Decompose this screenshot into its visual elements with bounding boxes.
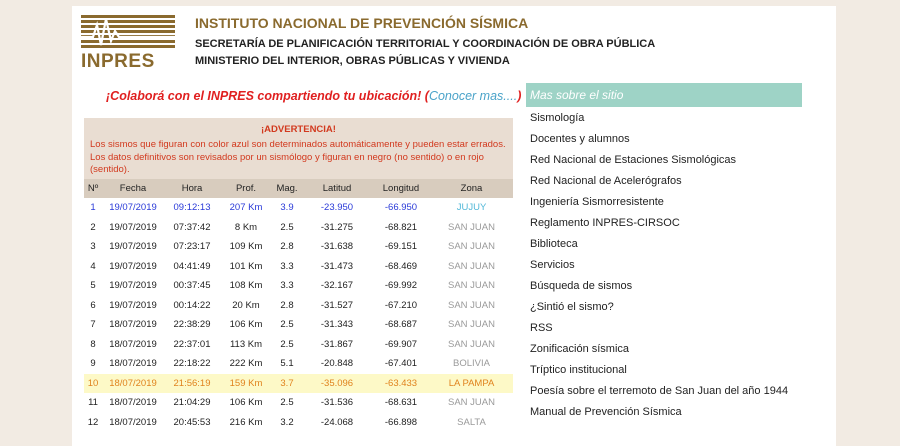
table-row[interactable] [84,354,513,374]
cell-lat: -35.096 [320,377,354,389]
cell-zona: SAN JUAN [448,221,495,233]
col-header-n: Nº [87,183,99,194]
cell-lon: -69.907 [384,338,418,350]
cell-hora: 21:56:19 [173,377,211,389]
table-row[interactable] [84,393,513,413]
sidebar-link[interactable]: Servicios [530,259,575,271]
cell-lon: -69.992 [384,280,418,292]
cell-zona: SAN JUAN [448,319,495,331]
cell-mag: 2.5 [280,221,294,233]
cell-lon: -69.151 [384,241,418,253]
cell-lat: -31.343 [320,319,354,331]
cell-mag: 3.3 [280,280,294,292]
cell-mag: 2.8 [280,241,294,253]
table-row[interactable] [84,315,513,335]
cell-mag: 2.5 [280,397,294,409]
table-row[interactable] [84,413,513,433]
cell-lat: -31.275 [320,221,354,233]
logo-text: INPRES [81,51,155,72]
cell-n: 4 [90,260,96,272]
cell-lon: -66.950 [384,202,418,214]
col-header-fecha: Fecha [119,183,147,194]
cell-n: 12 [87,416,99,428]
cell-hora: 07:23:17 [173,241,211,253]
warning-text: Los sismos que figuran con color azul son determinados automáticamente y pueden estar errados. Los datos definitivos son revisados por un sismólogo y figuran en negro (no sentido) o en rojo (sentido). [90,139,506,175]
cell-lat: -31.867 [320,338,354,350]
cell-mag: 2.5 [280,338,294,350]
quake-table-panel [84,118,513,432]
cell-lon: -68.469 [384,260,418,272]
cell-prof: 101 Km [229,260,263,272]
cell-hora: 20:45:53 [173,416,211,428]
sidebar-link[interactable]: Búsqueda de sismos [530,280,633,292]
cell-mag: 3.9 [280,202,294,214]
cell-zona: SALTA [457,416,486,428]
sidebar-link[interactable]: Sismología [530,112,585,124]
col-header-latitud: Latitud [322,183,352,194]
cell-lon: -67.401 [384,358,418,370]
cell-lat: -31.473 [320,260,354,272]
quake-table-body [84,198,513,432]
cell-lat: -20.848 [320,358,354,370]
cell-prof: 106 Km [229,319,263,331]
sidebar-link[interactable]: ¿Sintió el sismo? [530,301,614,313]
cell-fecha: 18/07/2019 [109,358,157,370]
cell-fecha: 19/07/2019 [109,280,157,292]
cell-mag: 3.7 [280,377,294,389]
inpres-logo[interactable] [81,15,175,72]
cell-prof: 222 Km [229,358,263,370]
cell-n: 8 [90,338,96,350]
cell-mag: 5.1 [280,358,294,370]
sidebar-heading: Mas sobre el sitio [526,83,802,107]
warning-box [84,118,513,179]
cell-lon: -66.898 [384,416,418,428]
cell-zona: SAN JUAN [448,397,495,409]
cell-zona: SAN JUAN [448,280,495,292]
promo-link[interactable]: Conocer mas.... [428,89,518,103]
promo-text: ¡Colaborá con el INPRES compartiendo tu ubicación! ( [106,89,429,103]
cell-zona: JUJUY [456,202,487,214]
quake-table [84,179,513,432]
cell-fecha: 19/07/2019 [109,299,157,311]
cell-lon: -63.433 [384,377,418,389]
sidebar-link[interactable]: Manual de Prevención Sísmica [530,406,682,418]
cell-fecha: 19/07/2019 [109,202,157,214]
cell-lon: -68.631 [384,397,418,409]
sidebar [526,83,802,423]
cell-lon: -67.210 [384,299,418,311]
site-subtitle-secretaria: SECRETARÍA DE PLANIFICACIÓN TERRITORIAL Y COORDINACIÓN DE OBRA PÚBLICA [195,38,656,50]
table-header-row [84,179,513,198]
cell-n: 1 [90,202,96,214]
cell-lat: -31.527 [320,299,354,311]
sidebar-link[interactable]: Reglamento INPRES-CIRSOC [530,217,680,229]
site-subtitle-ministerio: MINISTERIO DEL INTERIOR, OBRAS PÚBLICAS Y VIVIENDA [195,55,510,67]
table-row[interactable] [84,198,513,218]
cell-prof: 216 Km [229,416,263,428]
cell-fecha: 19/07/2019 [109,221,157,233]
cell-fecha: 18/07/2019 [109,416,157,428]
cell-hora: 22:38:29 [173,319,211,331]
sidebar-link[interactable]: Docentes y alumnos [530,133,630,145]
sidebar-link[interactable]: Ingeniería Sismorresistente [530,196,664,208]
cell-zona: SAN JUAN [448,338,495,350]
cell-mag: 2.8 [280,299,294,311]
table-row[interactable] [84,374,513,394]
logo-stripes-icon [81,15,175,49]
cell-n: 10 [87,377,99,389]
cell-fecha: 18/07/2019 [109,338,157,350]
cell-mag: 2.5 [280,319,294,331]
cell-prof: 106 Km [229,397,263,409]
cell-n: 11 [88,397,98,409]
cell-lon: -68.687 [384,319,418,331]
table-row[interactable] [84,296,513,316]
cell-hora: 04:41:49 [173,260,211,272]
sidebar-link[interactable]: Zonificación sísmica [530,343,630,355]
sidebar-link[interactable]: Biblioteca [530,238,578,250]
sidebar-link[interactable]: Red Nacional de Estaciones Sismológicas [530,154,737,166]
cell-lat: -23.950 [320,202,354,214]
cell-n: 9 [90,358,96,370]
col-header-hora: Hora [181,183,203,194]
cell-n: 2 [90,221,96,233]
table-row[interactable] [84,276,513,296]
cell-n: 5 [90,280,96,292]
cell-n: 3 [90,241,96,253]
cell-n: 7 [90,319,96,331]
cell-mag: 3.2 [280,416,294,428]
cell-lon: -68.821 [384,221,418,233]
cell-hora: 21:04:29 [173,397,211,409]
table-row[interactable] [84,257,513,277]
table-row[interactable] [84,218,513,238]
warning-title: ¡ADVERTENCIA! [261,124,336,135]
cell-lat: -31.638 [320,241,354,253]
cell-fecha: 18/07/2019 [109,319,157,331]
cell-prof: 20 Km [232,299,260,311]
table-row[interactable] [84,335,513,355]
cell-zona: SAN JUAN [448,241,495,253]
promo-close: ) [517,89,522,103]
col-header-mag: Mag. [276,183,298,194]
cell-prof: 8 Km [234,221,258,233]
sidebar-link[interactable]: Red Nacional de Acelerógrafos [530,175,682,187]
cell-fecha: 18/07/2019 [109,377,157,389]
col-header-zona: Zona [460,183,483,194]
cell-fecha: 19/07/2019 [109,260,157,272]
cell-prof: 109 Km [229,241,263,253]
cell-hora: 07:37:42 [173,221,211,233]
site-title: INSTITUTO NACIONAL DE PREVENCIÓN SÍSMICA [195,15,529,31]
cell-hora: 00:14:22 [173,299,211,311]
cell-prof: 207 Km [229,202,263,214]
cell-zona: SAN JUAN [448,260,495,272]
cell-zona: BOLIVIA [453,358,490,370]
cell-hora: 00:37:45 [173,280,211,292]
col-header-longitud: Longitud [382,183,420,194]
table-row[interactable] [84,237,513,257]
location-promo [106,89,521,103]
cell-n: 6 [90,299,96,311]
sidebar-link[interactable]: Poesía sobre el terremoto de San Juan del año 1944 [530,385,789,397]
cell-prof: 108 Km [229,280,263,292]
cell-mag: 3.3 [280,260,294,272]
sidebar-link[interactable]: RSS [530,322,553,334]
sidebar-link[interactable]: Tríptico institucional [530,364,627,376]
cell-lat: -24.068 [320,416,354,428]
page [72,6,836,446]
cell-fecha: 19/07/2019 [109,241,157,253]
cell-zona: LA PAMPA [448,377,495,389]
cell-zona: SAN JUAN [448,299,495,311]
cell-fecha: 18/07/2019 [109,397,157,409]
col-header-prof: Prof. [235,183,257,194]
cell-lat: -31.536 [320,397,354,409]
cell-hora: 22:37:01 [173,338,211,350]
cell-hora: 09:12:13 [173,202,211,214]
cell-prof: 113 Km [229,338,263,350]
sidebar-links [526,107,802,423]
cell-hora: 22:18:22 [173,358,211,370]
cell-prof: 159 Km [229,377,263,389]
cell-lat: -32.167 [320,280,354,292]
